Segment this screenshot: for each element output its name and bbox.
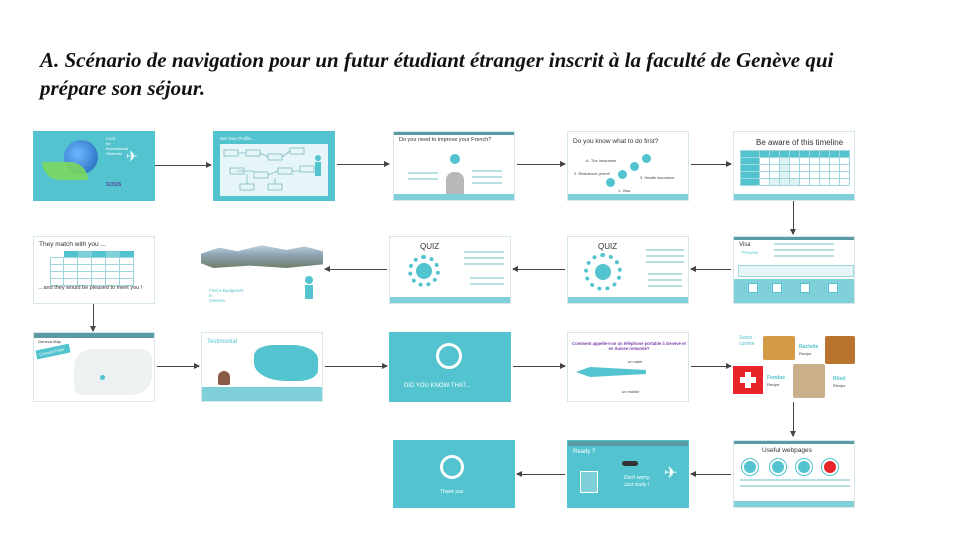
arrow-10-9 xyxy=(691,269,731,270)
map-pin-icon xyxy=(100,375,105,380)
slide-17-ready[interactable] xyxy=(567,440,689,508)
hand-icon xyxy=(446,172,464,196)
slide-1-welcome[interactable] xyxy=(33,131,155,201)
swiss-flag-icon xyxy=(733,366,763,394)
slide-7-line-1: Find a Budgemet xyxy=(209,288,244,293)
arrow-13-14 xyxy=(513,366,565,367)
slide-4-first-steps[interactable] xyxy=(567,131,689,201)
quiz-ring-inner-2 xyxy=(595,264,611,280)
slide-15-rosti-sub: Recipe xyxy=(833,383,846,388)
step-3-circle xyxy=(630,162,639,171)
slide-14-option-1: un natel xyxy=(628,359,643,364)
slide-15-fondue: Fondue xyxy=(767,375,786,381)
slide-15-fondue-sub: Recipe xyxy=(767,382,780,387)
arrow-16-17 xyxy=(691,474,731,475)
arrow-5-10 xyxy=(793,201,794,234)
slide-9-quiz[interactable] xyxy=(567,236,689,304)
page-heading: A. Scénario de navigation pour un futur étudiant étranger inscrit à la faculté de Genève qui prépare son séjour. xyxy=(40,48,834,100)
slide-5-footer xyxy=(734,194,854,200)
arrow-3-4 xyxy=(517,164,565,165)
slide-15-rosti: Rösti xyxy=(833,376,846,382)
arrow-9-8 xyxy=(513,269,565,270)
world-map-teal xyxy=(254,345,318,381)
slide-8-footer xyxy=(390,297,510,303)
slide-17-title: Ready ? xyxy=(573,449,596,455)
match-table xyxy=(50,251,134,286)
visa-table xyxy=(738,265,854,277)
slide-10-text xyxy=(774,243,834,261)
link-icon-3 xyxy=(796,459,812,475)
cuisine-photo-3 xyxy=(793,364,825,398)
world-map-image xyxy=(74,349,152,395)
slide-12-testimonial[interactable] xyxy=(201,332,323,402)
slide-7-geneva[interactable] xyxy=(201,236,323,304)
arrow-17-18 xyxy=(517,474,565,475)
step-1-circle xyxy=(606,178,615,187)
arrow-14-15 xyxy=(691,366,731,367)
slide-8-title: QUIZ xyxy=(420,242,440,251)
cuisine-photo-1 xyxy=(763,336,795,360)
luggage-icon xyxy=(580,471,598,493)
slide-9-answers xyxy=(648,273,682,291)
slide-6-match[interactable] xyxy=(33,236,155,304)
slide-14-question[interactable] xyxy=(567,332,689,402)
arrow-1-2 xyxy=(155,165,211,166)
slide-5-title: Be aware of this timeline xyxy=(756,138,844,147)
slide-8-quiz[interactable] xyxy=(389,236,511,304)
slide-3-topbar xyxy=(394,132,514,135)
plane-icon-2: ✈ xyxy=(664,465,678,482)
globe-hands-icon xyxy=(436,343,462,369)
slide-13-did-you-know[interactable] xyxy=(389,332,511,402)
slide-18-thank-you[interactable] xyxy=(393,440,515,508)
slide-4-title: Do you know what to do first? xyxy=(573,138,659,145)
slide-5-timeline[interactable] xyxy=(733,131,855,201)
arrow-11-12 xyxy=(157,366,199,367)
slide-4-footer xyxy=(568,194,688,200)
slide-3-footer xyxy=(394,194,514,200)
slide-9-title: QUIZ xyxy=(598,242,618,251)
slide-17-line-2: Just study ! xyxy=(624,482,650,488)
slide-11-title: Geneva Map xyxy=(38,339,61,344)
slide-2-profile[interactable] xyxy=(213,131,335,201)
slide-10-title: Visa xyxy=(739,242,751,248)
slide-7-line-3: Geneva xyxy=(209,298,225,303)
slide-15-raclette: Raclette xyxy=(799,344,819,350)
slide-9-question-text xyxy=(646,249,684,267)
slide-3-french[interactable] xyxy=(393,131,515,201)
slide-1-line-4: Students xyxy=(106,151,122,156)
sunglasses-icon xyxy=(622,461,638,466)
student-photo xyxy=(218,371,230,385)
arrow-12-13 xyxy=(325,366,387,367)
slide-17-topbar xyxy=(568,441,688,446)
slide-10-visa[interactable] xyxy=(733,236,855,304)
slide-12-title: Testimonial xyxy=(207,339,238,345)
slide-3-node xyxy=(450,154,460,164)
profile-flowchart xyxy=(220,144,328,196)
slide-4-step-d: 1. Visa xyxy=(618,188,631,193)
slide-6-footer-text: …and they would be pleased to meet you ! xyxy=(38,285,143,291)
slide-10-subtitle: Process xyxy=(742,250,759,255)
slide-16-title: Useful webpages xyxy=(762,447,812,454)
slide-15-line-2: cuisine xyxy=(739,341,755,347)
slide-1-brand: SOSIS xyxy=(106,182,122,188)
visa-info-panel xyxy=(734,279,855,304)
step-4-circle xyxy=(642,154,651,163)
step-2-circle xyxy=(618,170,627,179)
slide-10-topbar xyxy=(734,237,854,240)
slide-18-title: Thank you xyxy=(440,489,464,495)
slide-16-links-text xyxy=(740,479,850,491)
airplane-shape xyxy=(576,367,646,377)
connect-badge xyxy=(35,344,70,360)
plane-icon: ✈ xyxy=(126,148,138,164)
slide-7-line-2: in xyxy=(209,293,213,298)
link-icon-4 xyxy=(822,459,838,475)
slide-3-left-text xyxy=(408,172,438,184)
timeline-table xyxy=(740,150,850,186)
link-icon-2 xyxy=(770,459,786,475)
slide-6-title: They match with you ... xyxy=(39,241,106,248)
slide-8-answers xyxy=(470,277,504,289)
slide-15-cuisine[interactable] xyxy=(733,332,855,402)
cuisine-photo-2 xyxy=(825,336,855,364)
arrow-6-11 xyxy=(93,304,94,331)
slide-16-webpages[interactable] xyxy=(733,440,855,508)
person-icon xyxy=(305,276,313,298)
slide-4-step-a: A. The insurance xyxy=(586,158,617,163)
slide-14-title: Comment appelle-t-on un téléphone portable à Genève et en Suisse romande? xyxy=(572,341,686,351)
slide-3-title: Do you need to improve your French? xyxy=(399,137,492,143)
slide-2-title: Set Your Profile... xyxy=(220,136,255,141)
quiz-ring-inner xyxy=(416,263,432,279)
slide-1-line-1: CSIS xyxy=(106,136,116,141)
slide-17-line-1: Don't worry, xyxy=(624,475,651,481)
slide-16-footer xyxy=(734,501,854,507)
slide-8-question-text xyxy=(464,251,504,269)
globe-hands-icon-2 xyxy=(440,455,464,479)
slide-3-right-text xyxy=(472,170,502,188)
slide-1-line-3: International xyxy=(106,146,129,151)
arrow-8-7 xyxy=(325,269,387,270)
slide-4-step-c: 3. Health insurance xyxy=(640,175,675,180)
slide-11-map[interactable] xyxy=(33,332,155,402)
slide-14-option-2: un mobile xyxy=(622,389,640,394)
geneva-panorama-image xyxy=(201,244,323,268)
link-icon-1 xyxy=(742,459,758,475)
slide-15-line-1: Swiss xyxy=(739,335,753,341)
testimonial-text-panel xyxy=(202,387,323,402)
slide-4-step-b: 2. Residence permit xyxy=(574,171,610,176)
slide-11-topbar xyxy=(34,333,154,338)
slide-9-footer xyxy=(568,297,688,303)
arrow-2-3 xyxy=(337,164,389,165)
slide-13-title: DID YOU KNOW THAT... xyxy=(404,383,471,389)
arrow-4-5 xyxy=(691,164,731,165)
slide-16-topbar xyxy=(734,441,854,444)
arrow-15-16 xyxy=(793,402,794,436)
slide-15-raclette-sub: Recipe xyxy=(799,351,812,356)
connect-badge-label: Connect Point xyxy=(38,346,65,357)
slide-1-line-2: for xyxy=(106,141,111,146)
